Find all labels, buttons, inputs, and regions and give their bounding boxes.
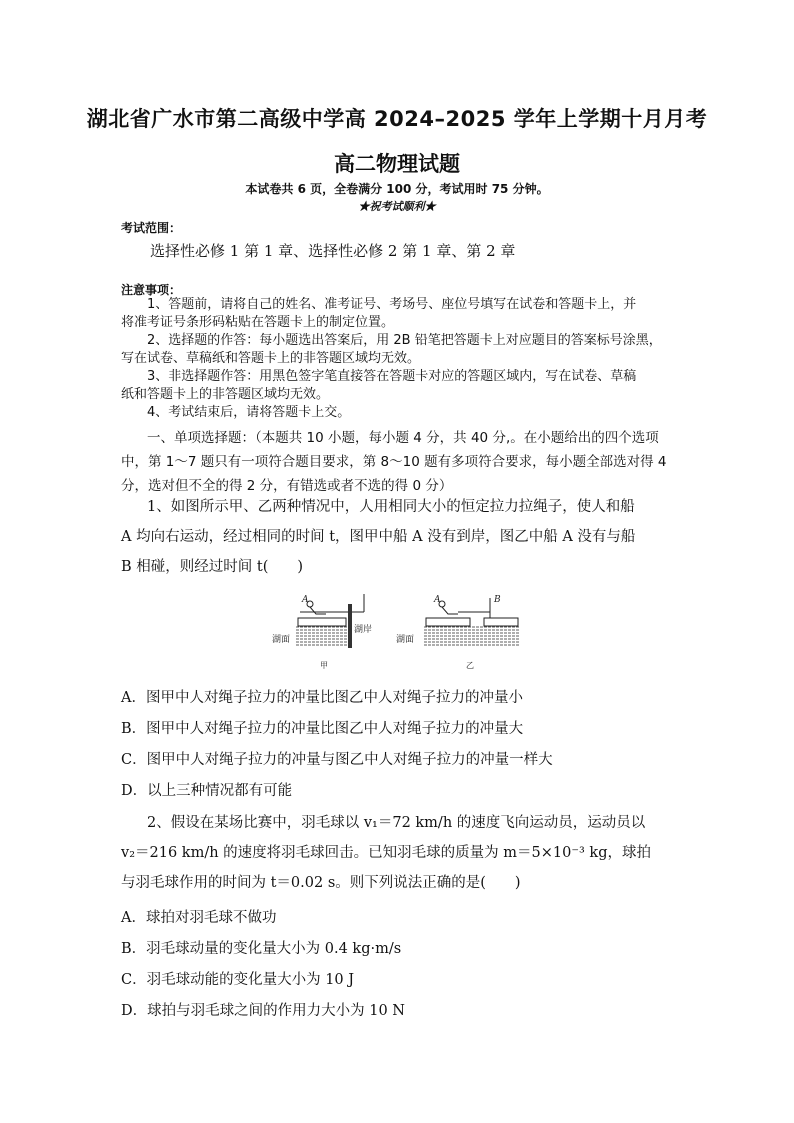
question-2-line: 2、假设在某场比赛中，羽毛球以 v₁＝72 km/h 的速度飞向运动员，运动员以 [147, 815, 646, 831]
question-1-line: B 相碰，则经过时间 t( ) [121, 559, 304, 575]
question-1-figure [272, 590, 540, 670]
question-2-line: 与羽毛球作用的时间为 t＝0.02 s。则下列说法正确的是( ) [121, 875, 521, 891]
note-line: 4、考试结束后，请将答题卡上交。 [147, 405, 351, 420]
question-1-option-d: D．以上三种情况都有可能 [121, 783, 293, 799]
note-line: 写在试卷、草稿纸和答题卡上的非答题区域均无效。 [121, 351, 421, 366]
exam-wish: ★祝考试顺利★ [358, 200, 436, 213]
exam-subtitle: 高二物理试题 [334, 152, 460, 176]
question-1-line: 1、如图所示甲、乙两种情况中，人用相同大小的恒定拉力拉绳子，使人和船 [147, 499, 635, 515]
question-1-line: A 均向右运动，经过相同的时间 t，图甲中船 A 没有到岸，图乙中船 A 没有与船 [121, 529, 636, 545]
figure-yi [396, 595, 520, 670]
exam-info: 本试卷共 6 页，全卷满分 100 分，考试用时 75 分钟。 [245, 182, 549, 196]
caption-jia: 甲 [320, 661, 328, 670]
scope-text: 选择性必修 1 第 1 章、选择性必修 2 第 1 章、第 2 章 [150, 242, 516, 260]
exam-title: 湖北省广水市第二高级中学高 2024–2025 学年上学期十月月考 [86, 107, 708, 131]
note-line: 2、选择题的作答：每小题选出答案后，用 2B 铅笔把答题卡上对应题目的答案标号涂黑， [147, 333, 662, 348]
section-line: 分，选对但不全的得 2 分，有错选或者不选的得 0 分） [121, 478, 453, 494]
question-2-option-a: A．球拍对羽毛球不做功 [121, 910, 277, 926]
question-2-option-c: C．羽毛球动能的变化量大小为 10 J [121, 972, 355, 988]
figure-jia [272, 594, 372, 670]
question-2-option-b: B．羽毛球动量的变化量大小为 0.4 kg·m/s [121, 941, 402, 957]
notes-label: 注意事项： [121, 283, 182, 297]
question-1-option-b: B．图甲中人对绳子拉力的冲量比图乙中人对绳子拉力的冲量大 [121, 721, 524, 737]
label-a: A [434, 595, 441, 605]
label-shore: 湖岸 [354, 625, 373, 635]
note-line: 将准考证号条形码粘贴在答题卡上的制定位置。 [121, 315, 395, 330]
question-2-line: v₂＝216 km/h 的速度将羽毛球回击。已知羽毛球的质量为 m＝5×10⁻³ kg，球拍 [121, 845, 651, 861]
caption-yi: 乙 [466, 661, 474, 670]
label-a: A [302, 595, 309, 605]
note-line: 1、答题前，请将自己的姓名、准考证号、考场号、座位号填写在试卷和答题卡上，并 [147, 297, 637, 312]
section-heading: 一、单项选择题：（本题共 10 小题，每小题 4 分，共 40 分,。在小题给出的四个选项 [147, 430, 659, 446]
section-line: 中，第 1～7 题只有一项符合题目要求，第 8～10 题有多项符合要求，每小题全部选对得 4 [121, 454, 667, 470]
question-1-option-c: C．图甲中人对绳子拉力的冲量与图乙中人对绳子拉力的冲量一样大 [121, 752, 553, 768]
scope-label: 考试范围： [121, 221, 182, 235]
question-2-option-d: D．球拍与羽毛球之间的作用力大小为 10 N [121, 1003, 405, 1019]
label-b: B [494, 595, 501, 605]
label-lake: 湖面 [272, 635, 291, 645]
note-line: 纸和答题卡上的非答题区域均无效。 [121, 387, 330, 402]
question-1-option-a: A．图甲中人对绳子拉力的冲量比图乙中人对绳子拉力的冲量小 [121, 690, 523, 706]
label-lake: 湖面 [396, 635, 415, 645]
note-line: 3、非选择题作答：用黑色签字笔直接答在答题卡对应的答题区域内，写在试卷、草稿 [147, 369, 637, 384]
